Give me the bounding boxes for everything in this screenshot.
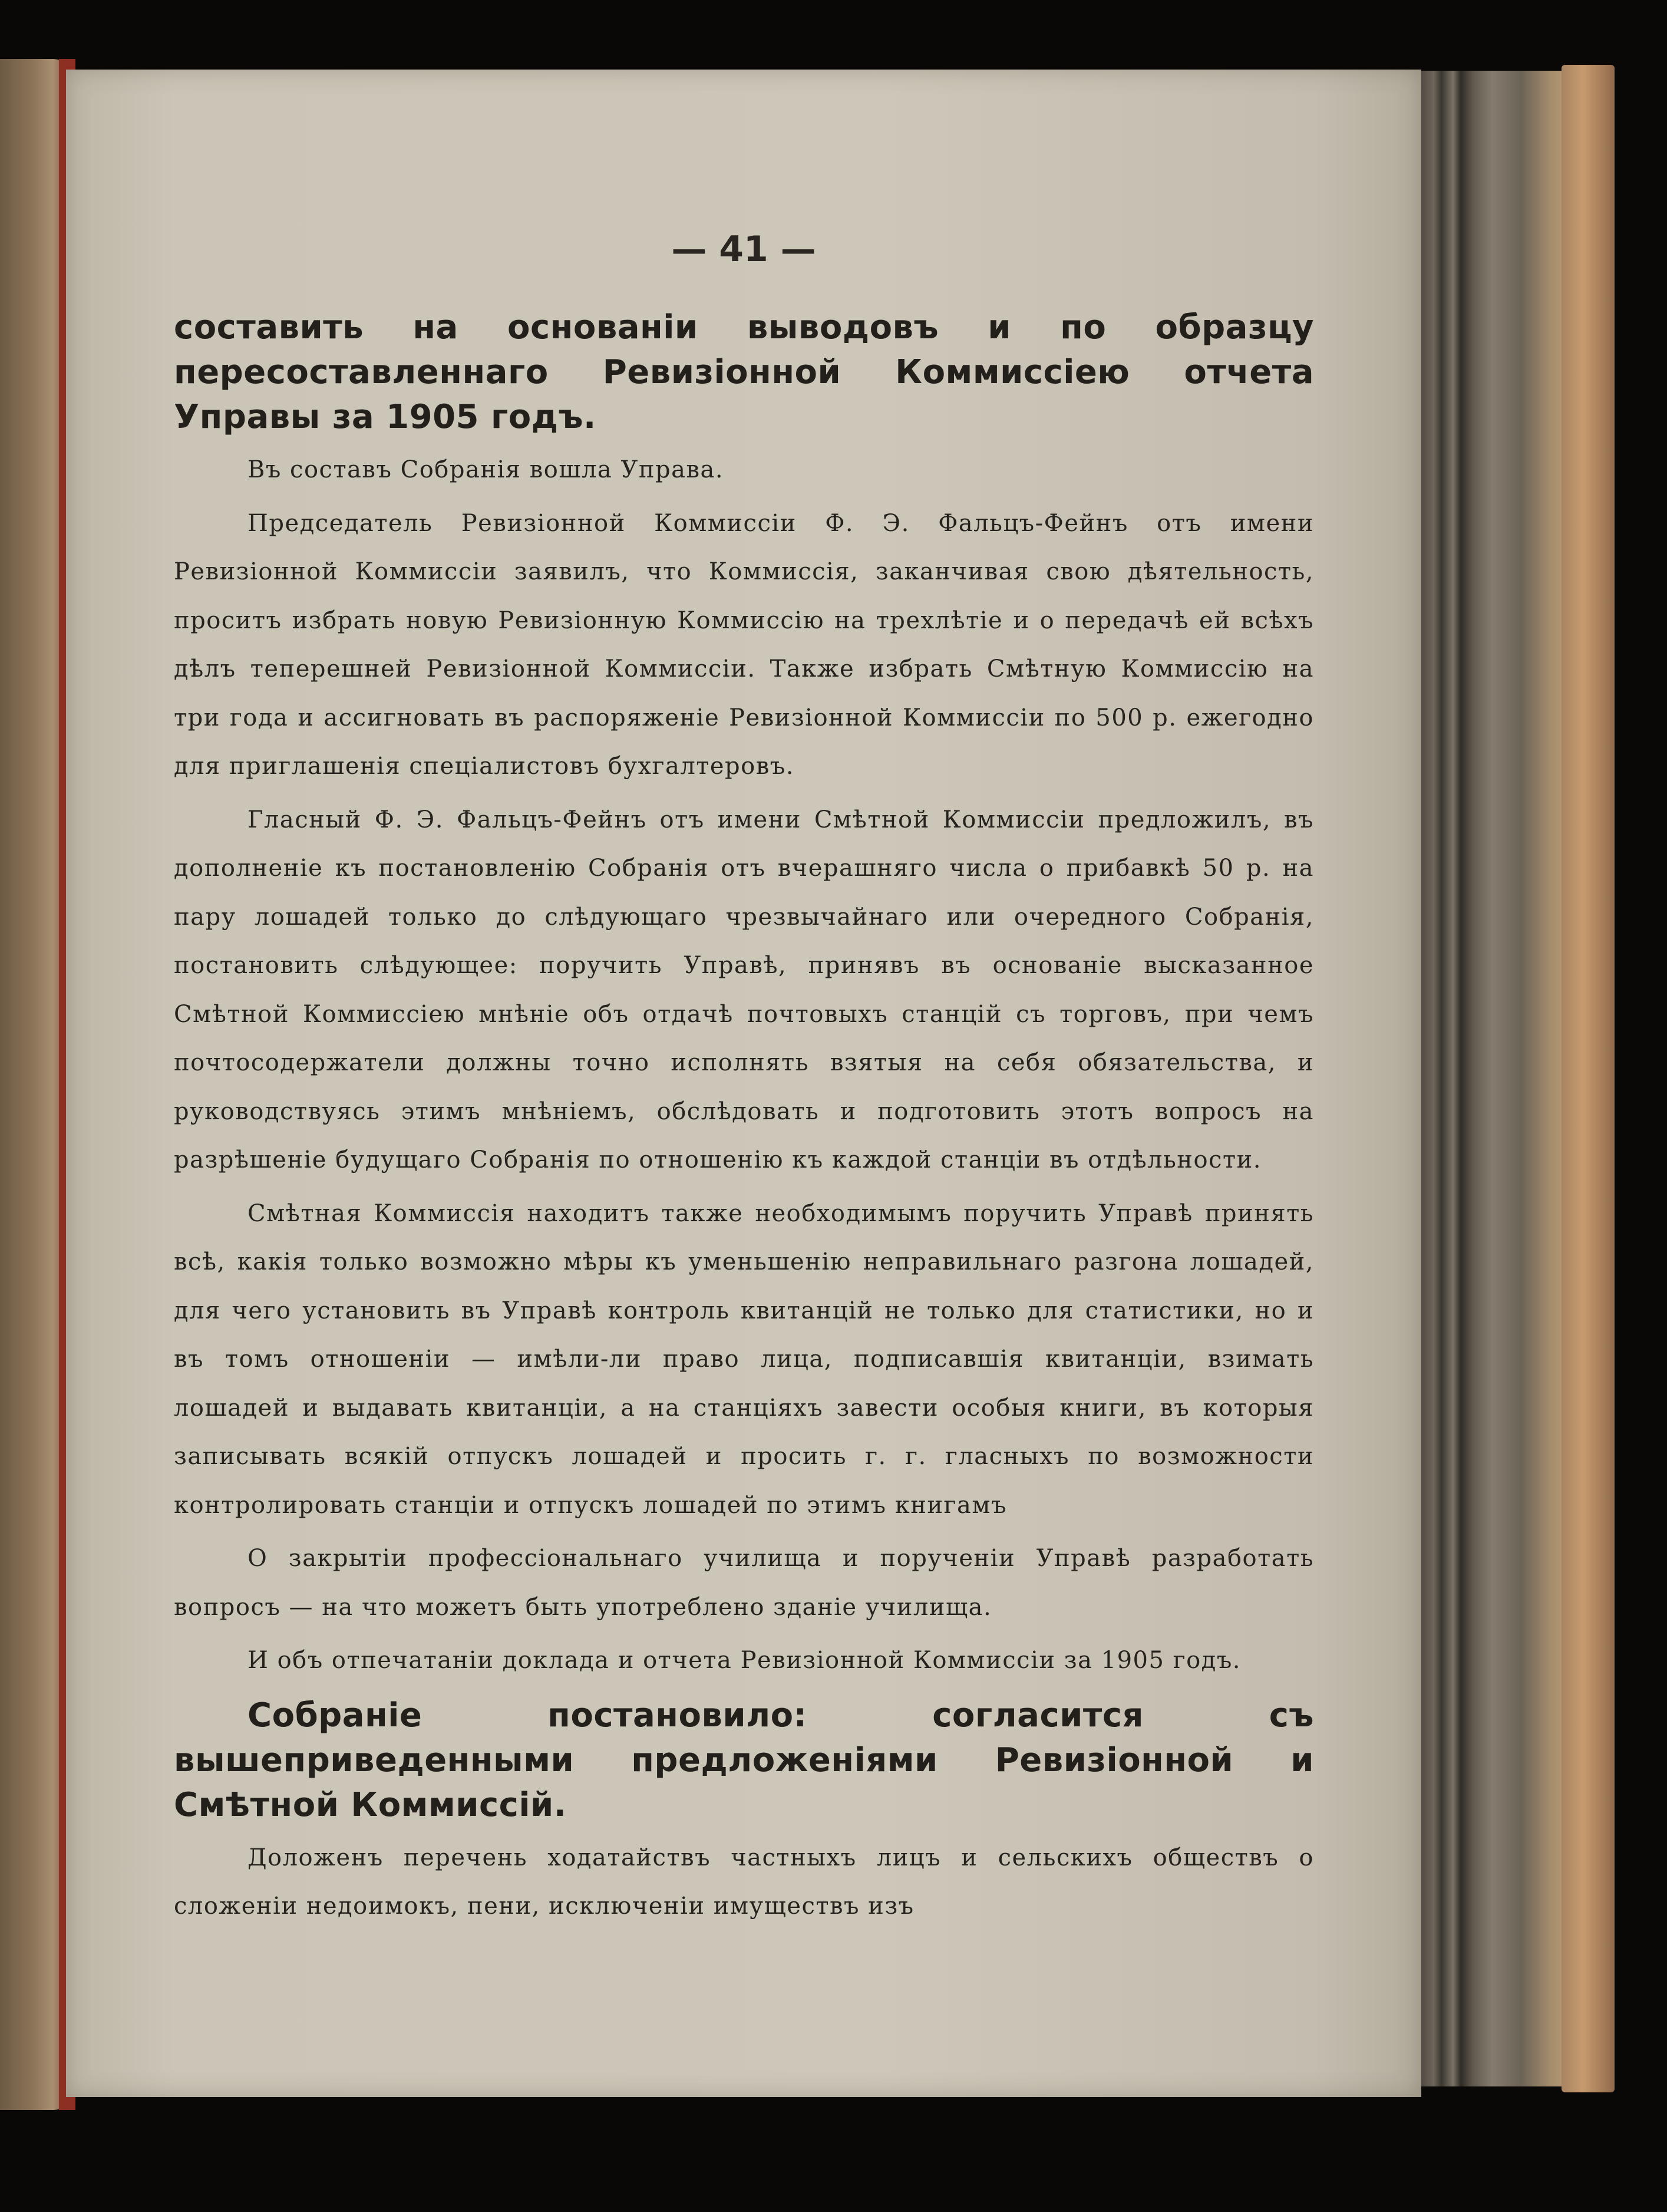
paragraph: Смѣтная Коммиссія находитъ также необходимымъ поручить Управѣ принять всѣ, какія только возможно мѣры къ уменьшенію неправильнаго разгона лошадей, для чего установить въ Управѣ контроль квитанцій не только для статистики, но и въ томъ отношеніи — имѣли-ли право лица, подписавшія квитанціи, взимать лошадей и выдавать квитанціи, а на станціяхъ завести особыя книги, въ которыя записывать всякій отпускъ лошадей и просить г. г. гласныхъ по возможности контролировать станціи и отпускъ лошадей по этимъ книгамъ	[174, 1199, 1314, 1519]
paragraph: Доложенъ перечень ходатайствъ частныхъ лицъ и сельскихъ обществъ о сложеніи недоимокъ, пени, исключеніи имуществъ изъ	[174, 1844, 1314, 1920]
resolution-heading-1: составить на основаніи выводовъ и по образцу пересоставленнаго Ревизіонной Коммиссіею отчета Управы за 1905 годъ.	[174, 308, 1314, 436]
book-page	[66, 70, 1421, 2097]
book-cover-edge	[1562, 65, 1615, 2092]
paragraph: И объ отпечатаніи доклада и отчета Ревизіонной Коммиссіи за 1905 годъ.	[247, 1647, 1241, 1674]
paragraph: Гласный Ф. Э. Фальцъ-Фейнъ отъ имени Смѣтной Коммиссіи предложилъ, въ дополненіе къ постановленію Собранія отъ вчерашняго числа о прибавкѣ 50 р. на пару лошадей только до слѣдующаго чрезвычайнаго или очередного Собранія, постановить слѣдующее: поручить Управѣ, принявъ въ основаніе высказанное Смѣтной Коммиссіею мнѣніе объ отдачѣ почтовыхъ станцій съ торговъ, при чемъ почтосодержатели должны точно исполнять взятыя на себя обязательства, и руководствуясь этимъ мнѣніемъ, обслѣдовать и подготовить этотъ вопросъ на разрѣшеніе будущаго Собранія по отношенію къ каждой станціи въ отдѣльности.	[174, 806, 1314, 1173]
resolution-heading-2: Собраніе постановило: согласится съ вышеприведенными предложеніями Ревизіонной и Смѣтной Коммиссій.	[174, 1696, 1314, 1824]
paragraph: Въ составъ Собранія вошла Управа.	[247, 456, 724, 483]
paragraph: О закрытіи профессіональнаго училища и порученіи Управѣ разработать вопросъ — на что можетъ быть употреблено зданіе училища.	[174, 1545, 1314, 1621]
page-number: — 41 —	[671, 229, 816, 270]
paragraph: Председатель Ревизіонной Коммиссіи Ф. Э. Фальцъ-Фейнъ отъ имени Ревизіонной Коммиссіи заявилъ, что Коммиссія, заканчивая свою дѣятельность, проситъ избрать новую Ревизіонную Коммиссію на трехлѣтіе и о передачѣ ей всѣхъ дѣлъ теперешней Ревизіонной Коммиссіи. Также избрать Смѣтную Коммиссію на три года и ассигновать въ распоряженіе Ревизіонной Коммиссіи по 500 р. ежегодно для приглашенія спеціалистовъ бухгалтеровъ.	[174, 509, 1314, 780]
page-text	[174, 305, 1314, 1936]
